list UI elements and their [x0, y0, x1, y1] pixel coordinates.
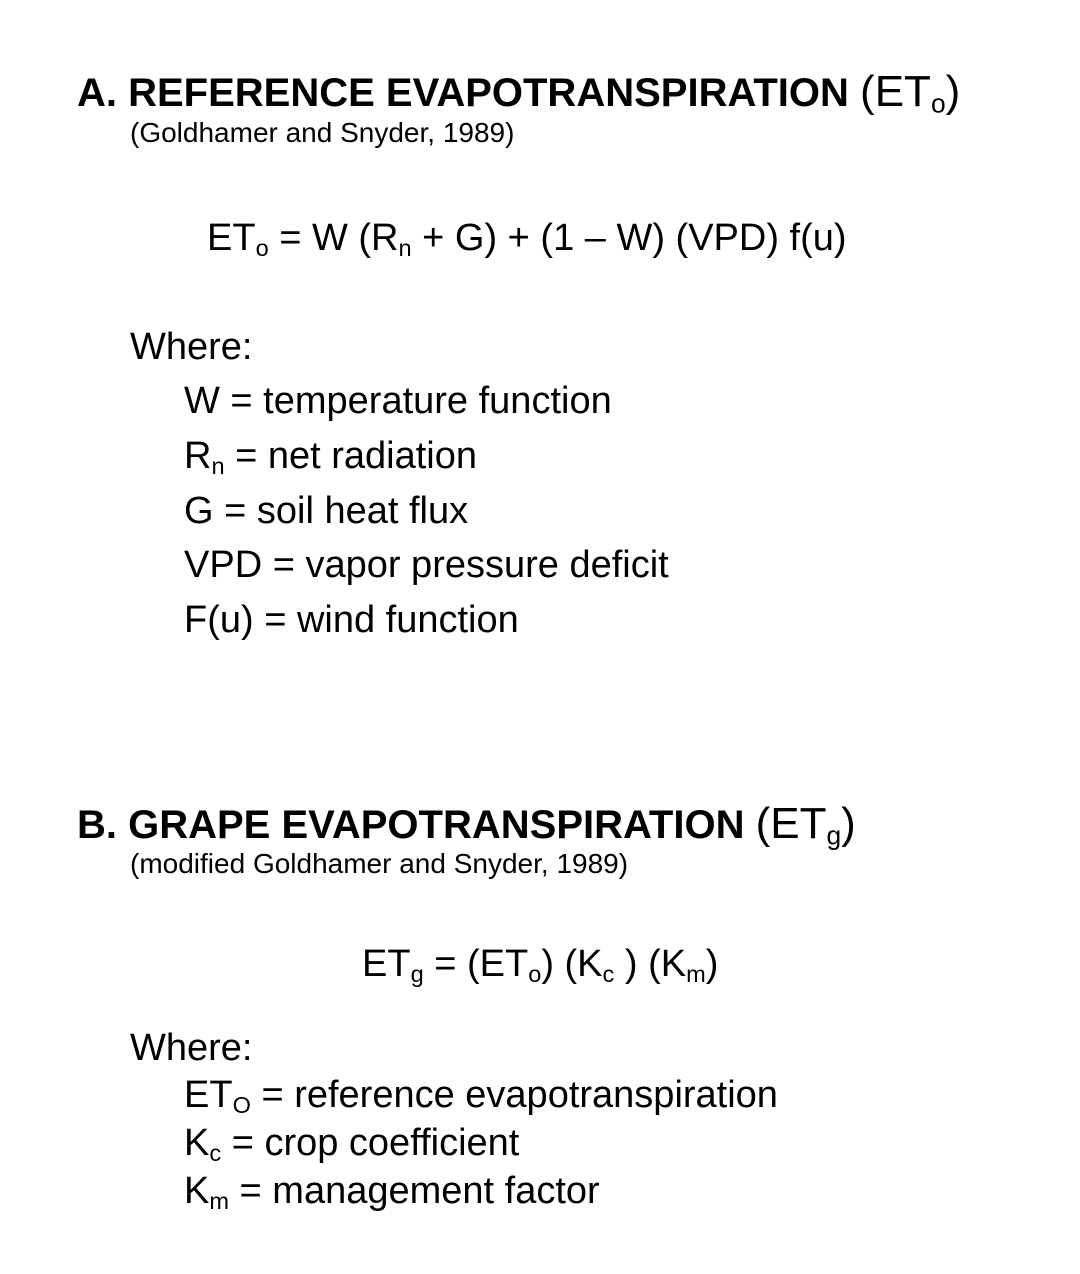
section-a-heading: [77, 67, 961, 119]
section-b-equation: $ET_g = (ET_o)$ ($K_c$ ) $(K_m)$: [362, 943, 719, 987]
definition-g: G = soil heat flux: [184, 490, 469, 532]
section-b-symbol: $(ET_g)$: [755, 799, 856, 851]
definition-rn: $R_n$ = net radiation: [184, 435, 478, 479]
definition-eto: $ET_O$ = reference evapotranspiration: [184, 1074, 778, 1118]
section-a-symbol: $(ET_o)$: [860, 67, 961, 119]
definition-kc: $K_c$ = crop coefficient: [184, 1122, 520, 1166]
section-b-title: B. GRAPE EVAPOTRANSPIRATION: [77, 803, 745, 847]
section-a-equation: $ET_o = W$ $(R_n + G) + (1 - W)$ (VPD) f(u): [207, 217, 847, 261]
definition-km: $K_m$ = management factor: [184, 1170, 600, 1214]
definition-vpd: VPD = vapor pressure deficit: [184, 544, 669, 586]
section-a-citation: (Goldhamer and Snyder, 1989): [130, 117, 515, 148]
section-a-where-label: Where:: [130, 326, 253, 368]
definition-fu: F(u) = wind function: [184, 599, 519, 641]
section-b-where-label: Where:: [130, 1027, 253, 1069]
section-b-heading: [77, 799, 856, 851]
definition-w: W = temperature function: [184, 380, 612, 422]
section-a-title: A. REFERENCE EVAPOTRANSPIRATION: [77, 71, 849, 115]
section-b-citation: (modified Goldhamer and Snyder, 1989): [130, 848, 629, 879]
